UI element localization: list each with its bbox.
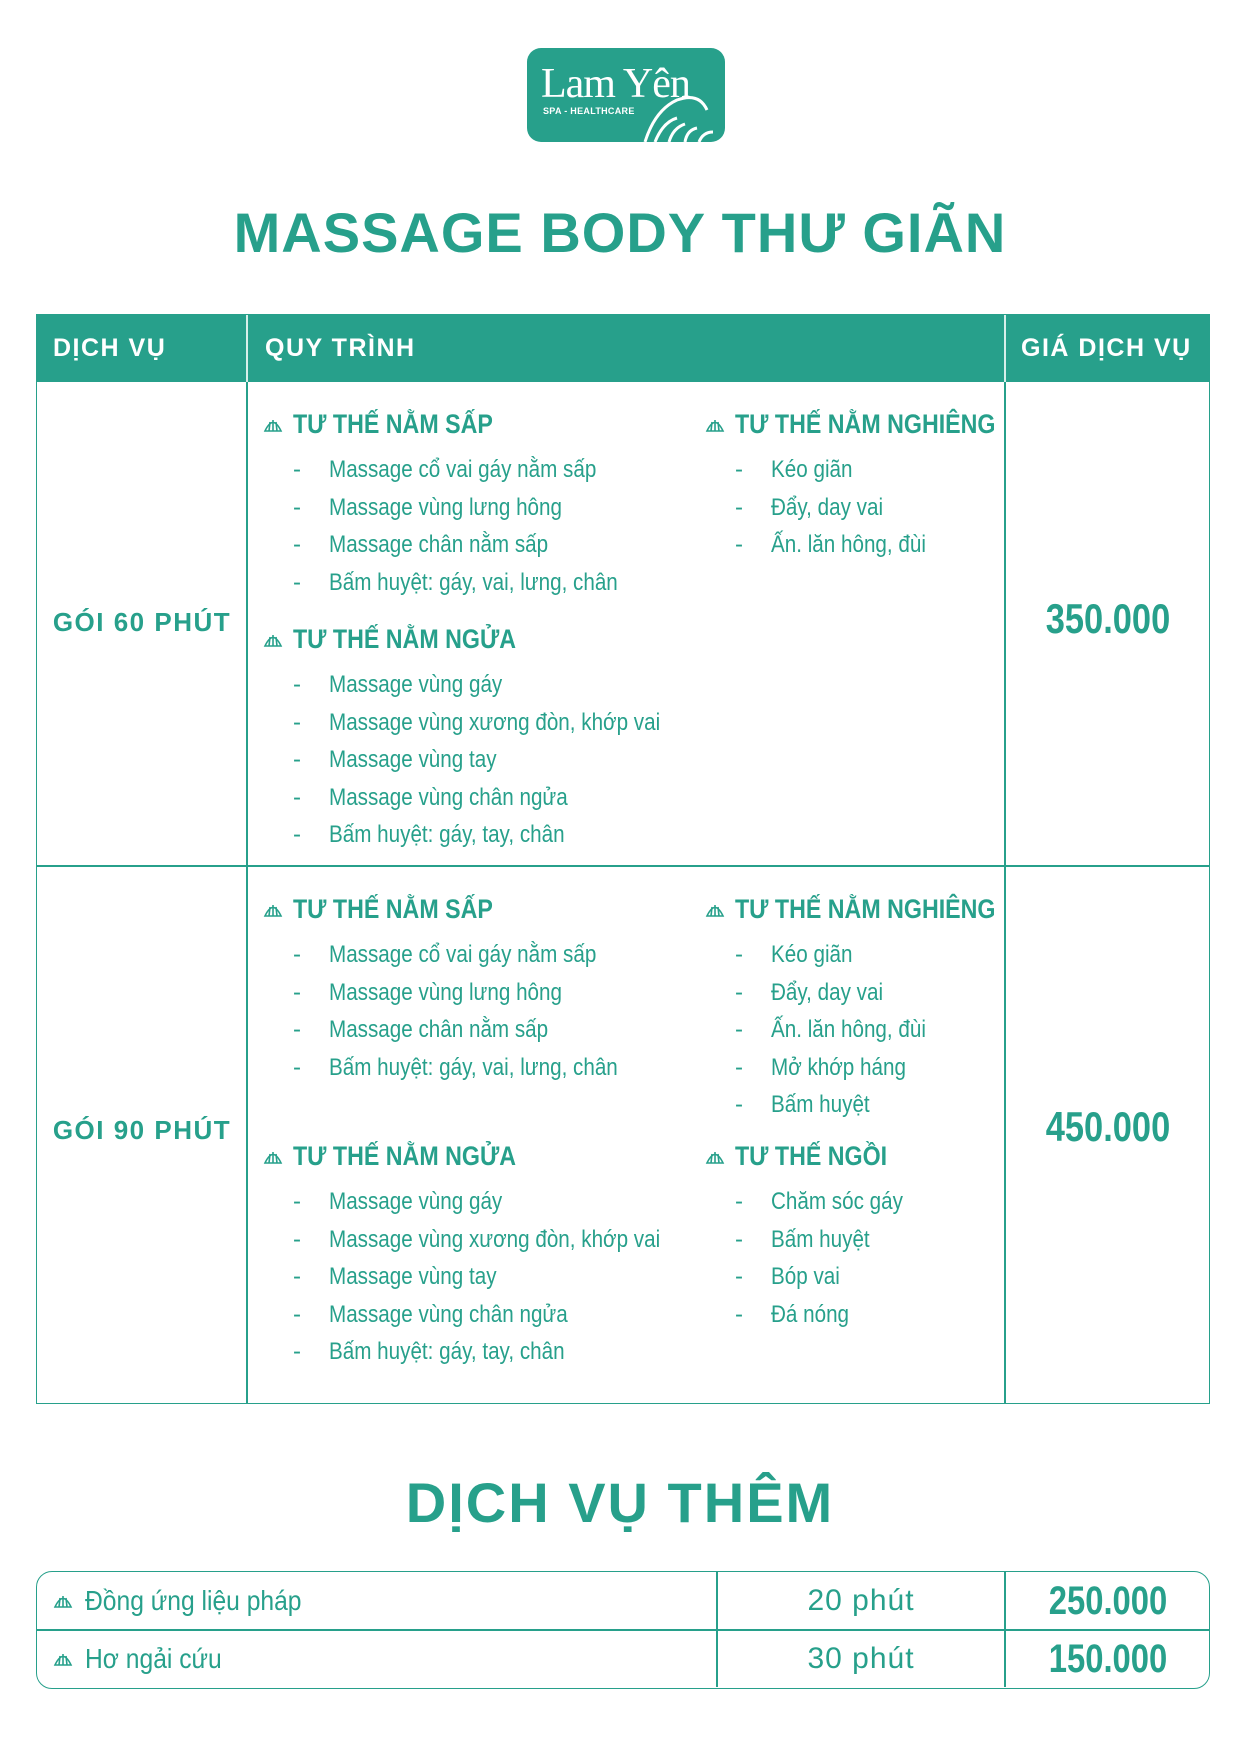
extra-service-duration: 20 phút bbox=[807, 1584, 915, 1617]
header-divider bbox=[1004, 315, 1006, 382]
extra-services-title: DỊCH VỤ THÊM bbox=[405, 1471, 835, 1534]
list-item: - Đá nóng bbox=[735, 1300, 850, 1328]
list-item: - Massage chân nằm sấp bbox=[293, 531, 549, 558]
package-name: GÓI 90 PHÚT bbox=[52, 1115, 232, 1145]
list-item: - Massage vùng tay bbox=[293, 746, 497, 773]
group-title: TƯ THẾ NẰM NGHIÊNG bbox=[705, 407, 1038, 441]
list-item: - Massage vùng xương đòn, khớp vai bbox=[293, 1225, 661, 1253]
header-divider bbox=[246, 315, 248, 382]
list-item: - Massage cổ vai gáy nằm sấp bbox=[293, 941, 597, 968]
procedure-group bbox=[263, 407, 665, 601]
list-item: - Kéo giãn bbox=[735, 941, 853, 968]
list-item: - Bấm huyệt: gáy, vai, lưng, chân bbox=[293, 568, 618, 596]
table-header bbox=[37, 315, 1209, 382]
list-item: - Massage vùng lưng hông bbox=[293, 978, 562, 1006]
shell-icon bbox=[705, 1148, 725, 1166]
list-item: - Massage vùng xương đòn, khớp vai bbox=[293, 708, 661, 736]
logo-name: Lam Yên bbox=[541, 61, 690, 107]
column-divider bbox=[246, 382, 248, 1404]
row-divider bbox=[37, 865, 1209, 867]
list-item: - Massage vùng chân ngửa bbox=[293, 783, 568, 811]
procedure-group bbox=[263, 622, 714, 854]
list-item: - Bấm huyệt: gáy, vai, lưng, chân bbox=[293, 1053, 618, 1081]
list-item: - Ấn. lăn hông, đùi bbox=[735, 531, 926, 558]
header-service: DỊCH VỤ bbox=[53, 334, 167, 362]
list-item: - Bấm huyệt bbox=[735, 1225, 870, 1253]
list-item: - Bấm huyệt bbox=[735, 1091, 870, 1118]
header-process: QUY TRÌNH bbox=[265, 334, 416, 362]
group-title: TƯ THẾ NẰM NGHIÊNG bbox=[705, 892, 1038, 926]
procedure-group bbox=[263, 1139, 714, 1371]
package-name: GÓI 60 PHÚT bbox=[52, 607, 232, 637]
shell-icon bbox=[263, 631, 283, 649]
list-item: - Đẩy, day vai bbox=[735, 493, 884, 521]
extra-service-price: 150.000 bbox=[1048, 1637, 1168, 1681]
header-price: GIÁ DỊCH VỤ bbox=[1021, 334, 1192, 362]
list-item: - Kéo giãn bbox=[735, 456, 853, 483]
list-item: - Bấm huyệt: gáy, tay, chân bbox=[293, 1338, 565, 1365]
table-row bbox=[37, 1630, 1209, 1688]
procedure-group bbox=[705, 892, 1038, 1124]
procedure-group bbox=[705, 407, 1038, 564]
list-item: - Mở khớp háng bbox=[735, 1053, 906, 1081]
shell-icon bbox=[705, 416, 725, 434]
extra-service-price: 250.000 bbox=[1048, 1579, 1168, 1623]
list-item: - Chăm sóc gáy bbox=[735, 1188, 903, 1215]
list-item: - Massage vùng lưng hông bbox=[293, 493, 562, 521]
shell-icon bbox=[53, 1650, 73, 1668]
extra-services-table bbox=[36, 1571, 1210, 1689]
list-item: - Bóp vai bbox=[735, 1263, 840, 1290]
procedure-group bbox=[705, 1139, 924, 1333]
list-item: - Massage chân nằm sấp bbox=[293, 1016, 549, 1043]
package-price: 350.000 bbox=[1045, 595, 1171, 642]
procedure-group bbox=[263, 892, 665, 1086]
list-item: - Đẩy, day vai bbox=[735, 978, 884, 1006]
group-title: TƯ THẾ NẰM SẤP bbox=[263, 407, 665, 441]
extra-service-duration: 30 phút bbox=[807, 1642, 915, 1675]
table-row bbox=[37, 1572, 1209, 1630]
list-item: - Massage vùng gáy bbox=[293, 671, 503, 698]
extra-service-name: Đồng ứng liệu pháp bbox=[53, 1572, 331, 1630]
shell-icon bbox=[53, 1592, 73, 1610]
group-title: TƯ THẾ NẰM NGỬA bbox=[263, 1139, 714, 1173]
list-item: - Massage cổ vai gáy nằm sấp bbox=[293, 456, 597, 483]
shell-icon bbox=[263, 416, 283, 434]
package-price: 450.000 bbox=[1045, 1103, 1171, 1150]
page-title: MASSAGE BODY THƯ GIÃN bbox=[233, 201, 1007, 264]
group-title: TƯ THẾ NẰM SẤP bbox=[263, 892, 665, 926]
list-item: - Bấm huyệt: gáy, tay, chân bbox=[293, 821, 565, 848]
logo-tagline: SPA - HEALTHCARE bbox=[543, 106, 635, 116]
brand-logo bbox=[527, 48, 725, 142]
list-item: - Massage vùng gáy bbox=[293, 1188, 503, 1215]
service-table bbox=[36, 314, 1210, 1404]
extra-service-name: Hơ ngải cứu bbox=[53, 1630, 240, 1688]
shell-icon bbox=[705, 901, 725, 919]
list-item: - Massage vùng chân ngửa bbox=[293, 1300, 568, 1328]
list-item: - Ấn. lăn hông, đùi bbox=[735, 1016, 926, 1043]
group-title: TƯ THẾ NẰM NGỬA bbox=[263, 622, 714, 656]
group-title: TƯ THẾ NGỒI bbox=[705, 1139, 924, 1173]
list-item: - Massage vùng tay bbox=[293, 1263, 497, 1290]
shell-icon bbox=[263, 901, 283, 919]
shell-icon bbox=[263, 1148, 283, 1166]
